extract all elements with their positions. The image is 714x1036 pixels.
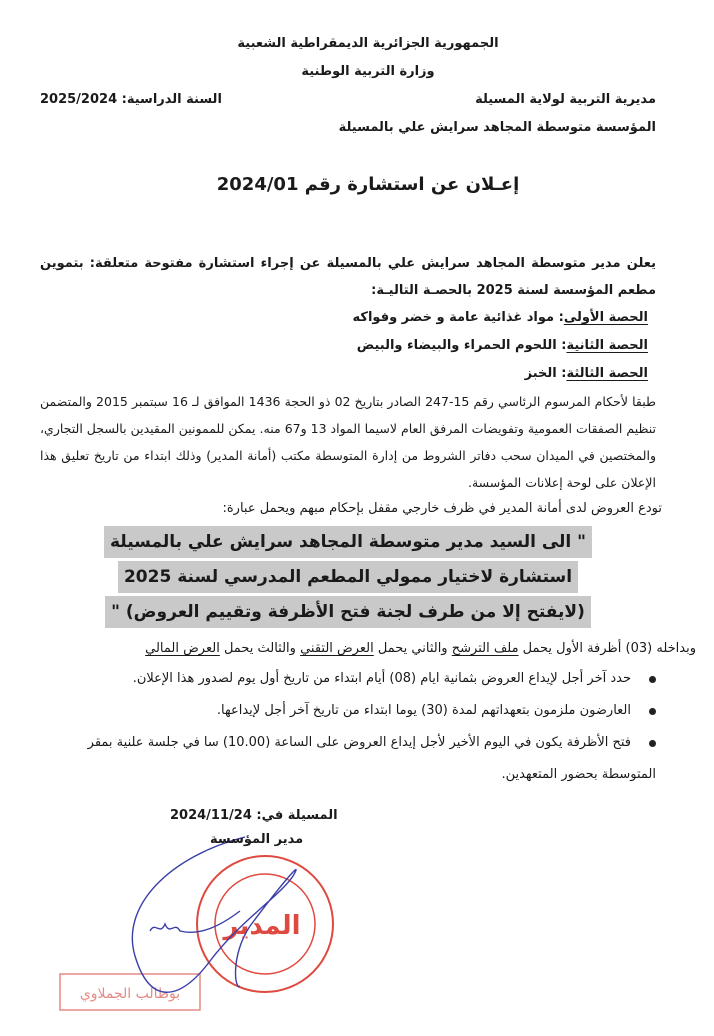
envelope-line-3: (لايفتح إلا من طرف لجنة فتح الأظرفة وتقييم العروض) " bbox=[105, 596, 591, 628]
legal-line-3: بالسجل التجاري، والمختصين في الميدان سحب دفاتر الشروط من إدارة المتوسطة مكتب (أمانة المدير) وذلك ابتداء bbox=[40, 421, 656, 463]
name-stamp bbox=[60, 974, 200, 1010]
conditions-list bbox=[40, 668, 656, 754]
lot-1-value: : مواد غذائية عامة و خضر وفواكه bbox=[352, 310, 564, 325]
bullet-text: العارضون ملزمون بتعهداتهم لمدة (30) يوما ابتداء من تاريخ آخر أجل لإيداعها. bbox=[216, 703, 631, 718]
intro-paragraph bbox=[40, 250, 656, 304]
school-year-value: 2025/2024 bbox=[40, 92, 118, 107]
legal-line-2: والمتضمن تنظيم الصفقات العمومية وتفويضات المرفق العام لاسيما المواد 13 و67 منه. يمكن للممونين المقيدين bbox=[40, 394, 656, 436]
envelopes-text-2: والثاني يحمل bbox=[373, 641, 452, 656]
envelopes-line bbox=[40, 636, 696, 662]
bullet-icon bbox=[649, 676, 656, 683]
lot-2-label: الحصة الثانية bbox=[566, 338, 648, 353]
stamp-and-signature bbox=[0, 806, 400, 1016]
lot-3-value: : الخبز bbox=[524, 366, 567, 381]
bullet-text: فتح الأظرفة يكون في اليوم الأخير لأجل إيداع العروض على الساعة (10.00) سا في جلسة علنية بمقر bbox=[87, 735, 631, 750]
lot-1 bbox=[40, 304, 648, 332]
republic-heading: الجمهورية الجزائرية الديمقراطية الشعبية bbox=[237, 36, 499, 51]
intro-line-2: المؤسسة لسنة 2025 بالحصـة التاليـة: bbox=[371, 283, 614, 298]
stamp-center-text: المدير bbox=[223, 911, 301, 941]
page-title: إعـلان عن استشارة رقم 2024/01 bbox=[216, 174, 520, 195]
envelope-line-2: استشارة لاختيار ممولي المطعم المدرسي لسنة 2025 bbox=[118, 561, 578, 593]
name-stamp-text: بوطالب الجملاوي bbox=[79, 986, 181, 1002]
bullet-text: حدد آخر أجل لإيداع العروض بثمانية ايام (08) أيام ابتداء من تاريخ أول يوم لصدور هذا الإعلان. bbox=[132, 671, 631, 686]
lot-3 bbox=[40, 360, 648, 388]
bullet-icon bbox=[649, 740, 656, 747]
institution: المؤسسة متوسطة المجاهد سرايش علي بالمسيلة bbox=[338, 120, 656, 135]
envelopes-text-3: والثالث يحمل bbox=[219, 641, 301, 656]
school-year-label: السنة الدراسية: bbox=[121, 92, 222, 107]
school-year bbox=[40, 90, 222, 110]
bullet-item bbox=[40, 732, 656, 754]
envelope-wording bbox=[40, 526, 656, 628]
lot-2-value: : اللحوم الحمراء والبيضاء والبيض bbox=[356, 338, 567, 353]
bullet-item bbox=[40, 668, 656, 690]
envelope-line-1: " الى السيد مدير متوسطة المجاهد سرايش علي بالمسيلة bbox=[104, 526, 592, 558]
deposit-intro: تودع العروض لدى أمانة المدير في ظرف خارجي مقفل بإحكام مبهم ويحمل عبارة: bbox=[222, 501, 662, 516]
intro-line-1: يعلن مدير متوسطة المجاهد سرايش علي بالمسيلة عن إجراء استشارة مفتوحة متعلقة: بتموين مطعم bbox=[40, 256, 656, 298]
legal-paragraph bbox=[40, 388, 656, 496]
signature-place-date: المسيلة في: 2024/11/24 bbox=[170, 808, 338, 823]
round-stamp bbox=[197, 856, 333, 992]
lot-3-label: الحصة الثالثة bbox=[566, 366, 648, 381]
signature-role: مدير المؤسسة bbox=[210, 832, 304, 847]
bullet-icon bbox=[649, 708, 656, 715]
bullet-continuation: المتوسطة بحضور المتعهدين. bbox=[501, 767, 656, 782]
header-row bbox=[40, 90, 656, 110]
envelopes-text-1: وبداخله (03) أظرفة الأول يحمل bbox=[518, 641, 696, 656]
envelope-financial: العرض المالي bbox=[145, 641, 220, 656]
legal-line-4: من تاريخ تعليق هذا الإعلان على لوحة إعلانات المؤسسة. bbox=[40, 448, 656, 490]
ministry-heading: وزارة التربية الوطنية bbox=[301, 64, 435, 79]
lot-2 bbox=[40, 332, 648, 360]
lot-1-label: الحصة الأولى bbox=[563, 310, 648, 325]
bullet-item bbox=[40, 700, 656, 722]
legal-line-1: طبقا لأحكام المرسوم الرئاسي رقم 15-247 الصادر بتاريخ 02 ذو الحجة 1436 الموافق لـ 16 سبتمبر 2015 bbox=[96, 394, 656, 409]
envelope-candidacy: ملف الترشح bbox=[451, 641, 519, 656]
signature-block bbox=[40, 806, 656, 1016]
envelope-technical: العرض التقني bbox=[300, 641, 374, 656]
directorate: مديرية التربية لولاية المسيلة bbox=[475, 92, 656, 107]
